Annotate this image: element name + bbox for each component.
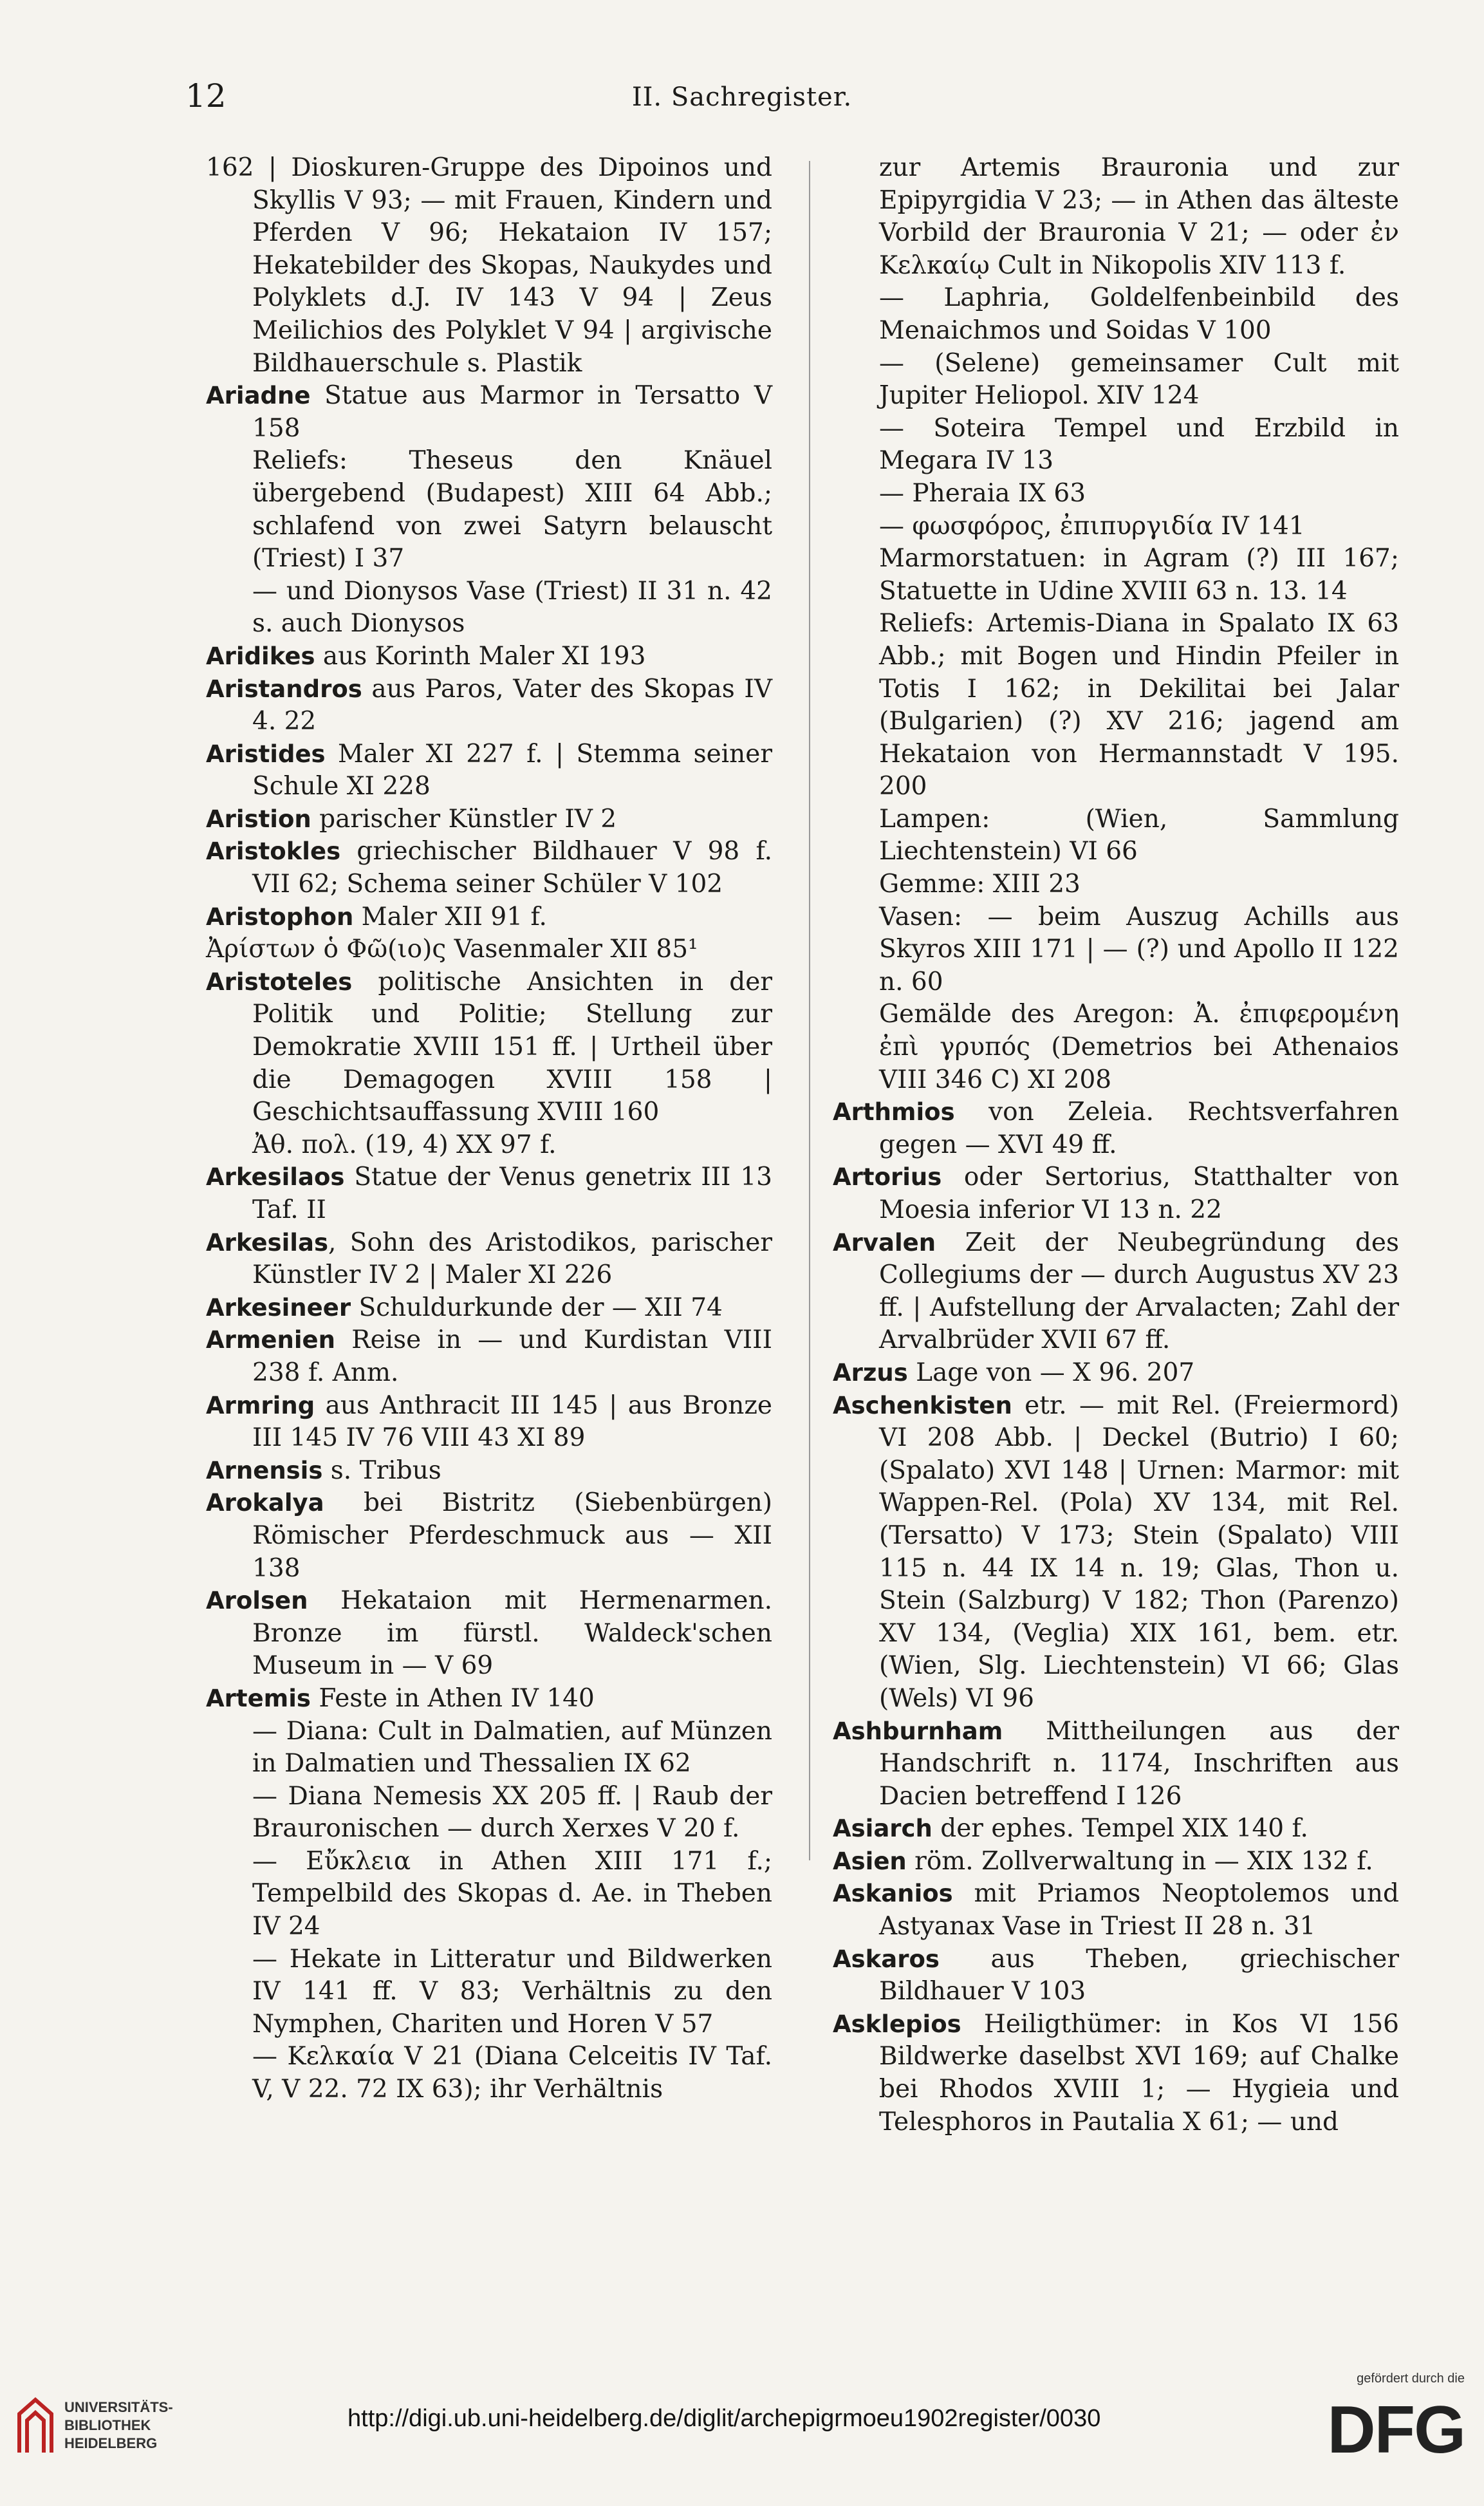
index-entry-text: röm. Zollverwaltung in — XIX 132 f.	[906, 1846, 1373, 1876]
index-entry-text: Maler XII 91 f.	[353, 902, 547, 931]
index-entry	[206, 1227, 772, 1292]
dfg-logo: DFG	[1327, 2393, 1465, 2467]
index-entry-text: Heiligthümer: in Kos VI 156 Bildwerke daselbst XVI 169; auf Chalke bei Rhodos XVIII 1; — Hygieia und Telesphoros in Pautalia X 61; — und	[879, 2009, 1399, 2137]
university-name-line: HEIDELBERG	[64, 2435, 158, 2451]
index-headword: Ashburnham	[833, 1717, 1003, 1745]
index-entry	[206, 641, 772, 673]
index-entry	[833, 1716, 1399, 1813]
index-entry	[206, 380, 772, 445]
index-entry-text: oder Sertorius, Statthalter von Moesia inferior VI 13 n. 22	[879, 1163, 1399, 1224]
page-footer	[0, 2240, 1484, 2506]
index-entry	[833, 1813, 1399, 1846]
index-subentry: zur Artemis Brauronia und zur Epipyrgidia V 23; — in Athen das älteste Vorbild der Brauronia V 21; — oder ἐν Κελκαίῳ Cult in Nikopolis XIV 113 f.	[879, 153, 1399, 280]
index-entry	[833, 1390, 1399, 1716]
index-headword: Aristandros	[206, 675, 362, 703]
index-headword: Aristides	[206, 740, 326, 768]
index-headword: Arkesilas	[206, 1228, 328, 1257]
index-entry-text: aus Paros, Vater des Skopas IV 4. 22	[252, 674, 772, 736]
index-headword: Armring	[206, 1391, 315, 1419]
index-entry	[206, 901, 772, 934]
index-entry-text: Lage von — X 96. 207	[907, 1358, 1195, 1387]
index-subentry: — Εὔκλεια in Athen XIII 171 f.; Tempelbild des Skopas d. Ae. in Theben IV 24	[252, 1846, 772, 1941]
index-entry-text: aus Anthracit III 145 | aus Bronze III 145 IV 76 VIII 43 XI 89	[252, 1390, 772, 1453]
index-headword: Arolsen	[206, 1587, 308, 1615]
index-entry	[833, 1943, 1399, 2008]
index-headword: Asklepios	[833, 2010, 961, 2038]
index-headword: Aschenkisten	[833, 1391, 1012, 1419]
index-entry-text: griechischer Bildhauer V 98 f. VII 62; Schema seiner Schüler V 102	[252, 837, 772, 899]
index-headword: Aristoteles	[206, 968, 353, 996]
index-entry	[206, 966, 772, 1129]
index-entry	[206, 1487, 772, 1585]
running-head: II. Sachregister.	[631, 82, 853, 112]
index-entry	[206, 1455, 772, 1488]
index-entry	[206, 1292, 772, 1325]
index-entry	[206, 738, 772, 803]
index-entry	[833, 1846, 1399, 1878]
index-entry-text: parischer Künstler IV 2	[311, 804, 617, 834]
index-subentry: — φωσφόρος, ἐπιπυργιδία IV 141	[879, 511, 1305, 541]
university-name-line: UNIVERSITÄTS-	[64, 2399, 173, 2415]
index-headword: Artorius	[833, 1163, 942, 1192]
index-entry-text: s. Tribus	[322, 1455, 441, 1485]
index-entry	[833, 1096, 1399, 1161]
index-headword: Aristophon	[206, 902, 354, 931]
index-subentry: — Laphria, Goldelfenbeinbild des Menaichmos und Soidas V 100	[879, 283, 1399, 345]
index-subentry: — Pheraia IX 63	[879, 478, 1086, 508]
index-subentry: Gemme: XIII 23	[879, 870, 1081, 899]
index-entry-text: Schuldurkunde der — XII 74	[351, 1293, 723, 1322]
index-entry-text: Zeit der Neubegründung des Collegiums der — durch Augustus XV 23 ff. | Aufstellung der Arvalacten; Zahl der Arvalbrüder XVII 67 ff.	[879, 1228, 1399, 1355]
index-headword: Artemis	[206, 1684, 311, 1712]
source-url-link[interactable]: http://digi.ub.uni-heidelberg.de/diglit/archepigrmoeu1902register/0030	[348, 2405, 1101, 2432]
index-headword: Aristokles	[206, 837, 341, 866]
index-entry	[206, 1324, 772, 1389]
index-headword: Ariadne	[206, 382, 311, 410]
index-headword: Askanios	[833, 1880, 953, 1908]
index-headword: Armenien	[206, 1326, 335, 1354]
index-entry	[833, 1227, 1399, 1357]
index-entry-text: Statue aus Marmor in Tersatto V 158	[252, 381, 772, 443]
index-headword: Aridikes	[206, 642, 315, 670]
index-headword: Arnensis	[206, 1456, 323, 1484]
index-entry-text: aus Theben, griechischer Bildhauer V 103	[879, 1944, 1399, 2006]
index-entry-text: aus Korinth Maler XI 193	[315, 641, 646, 671]
index-subentry: Gemälde des Aregon: Ἀ. ἐπιφερομένη ἐπὶ γρυπός (Demetrios bei Athenaios VIII 346 C) XI 208	[879, 1000, 1399, 1094]
index-subentry: Lampen: (Wien, Sammlung Liechtenstein) VI 66	[879, 804, 1399, 866]
index-entry	[206, 803, 772, 836]
index-entry-text: Ἀρίστων ὁ Φῶ(ιο)ς Vasenmaler XII 85¹	[206, 935, 698, 964]
page-number: 12	[185, 77, 227, 115]
index-headword: Arzus	[833, 1358, 908, 1387]
index-subentry: Reliefs: Theseus den Knäuel übergebend (Budapest) XIII 64 Abb.; schlafend von zwei Satyrn belauscht (Triest) I 37	[252, 446, 772, 574]
index-subentry: — Hekate in Litteratur und Bildwerken IV 141 ff. V 83; Verhältnis zu den Nymphen, Chariten und Horen V 57	[252, 1944, 772, 2039]
index-subentry: — Soteira Tempel und Erzbild in Megara IV 13	[879, 413, 1399, 476]
index-entry	[833, 1878, 1399, 1943]
index-column-right	[833, 152, 1399, 2138]
index-entry-text: Mittheilungen aus der Handschrift n. 1174, Inschriften aus Dacien betreffend I 126	[879, 1716, 1399, 1811]
index-entry	[833, 1161, 1399, 1226]
index-entry-text: etr. — mit Rel. (Freiermord) VI 208 Abb. | Deckel (Butrio) I 60; (Spalato) XVI 148 | Urnen: Marmor: mit Wappen-Rel. (Pola) XV 134, mit Rel. (Tersatto) V 173; Stein (Spalato) VIII 115 n. 44 IX 14 n. 19; Glas, Thon u. Stein (Salzburg) V 182; Thon (Parenzo) XV 134, (Veglia) XIX 161, bem. etr. (Wien, Slg. Liechtenstein) VI 66; Glas (Wels) VI 96	[879, 1390, 1399, 1713]
index-headword: Aristion	[206, 805, 311, 833]
index-entry	[206, 1390, 772, 1455]
index-entry-text: Feste in Athen IV 140	[310, 1683, 595, 1713]
index-entry	[833, 2008, 1399, 2138]
index-entry-text: Maler XI 227 f. | Stemma seiner Schule XI 228	[252, 739, 772, 801]
index-headword: Asien	[833, 1847, 907, 1875]
index-entry-text: , Sohn des Aristodikos, parischer Künstler IV 2 | Maler XI 226	[252, 1228, 772, 1290]
index-entry	[206, 1161, 772, 1226]
index-subentry: — Diana: Cult in Dalmatien, auf Münzen in Dalmatien und Thessalien IX 62	[252, 1716, 772, 1779]
index-subentry: — Κελκαία V 21 (Diana Celceitis IV Taf. V, V 22. 72 IX 63); ihr Verhältnis	[252, 2042, 772, 2104]
index-subentry: — (Selene) gemeinsamer Cult mit Jupiter Heliopol. XIV 124	[879, 348, 1399, 411]
index-headword: Arkesilaos	[206, 1163, 345, 1192]
index-headword: Arokalya	[206, 1489, 324, 1517]
index-entry-text: mit Priamos Neoptolemos und Astyanax Vase in Triest II 28 n. 31	[879, 1879, 1399, 1941]
index-entry-text: von Zeleia. Rechtsverfahren gegen — XVI 49 ff.	[879, 1098, 1399, 1159]
index-subentry: Reliefs: Artemis-Diana in Spalato IX 63 Abb.; mit Bogen und Hindin Pfeiler in Totis I 162; in Dekilitai bei Jalar (Bulgarien) (?) XV 216; jagend am Hekataion von Hermannstadt V 195. 200	[879, 609, 1399, 801]
university-name-line: BIBLIOTHEK	[64, 2417, 151, 2433]
index-subentry: Marmorstatuen: in Agram (?) III 167; Statuette in Udine XVIII 63 n. 13. 14	[879, 544, 1399, 606]
index-headword: Askaros	[833, 1945, 940, 1973]
university-name	[64, 2398, 173, 2453]
index-headword: Asiarch	[833, 1815, 932, 1843]
index-entry-text: der ephes. Tempel XIX 140 f.	[932, 1814, 1308, 1844]
index-headword: Arthmios	[833, 1098, 955, 1127]
index-entry	[206, 1585, 772, 1683]
index-entry	[833, 1357, 1399, 1390]
index-entry-text: politische Ansichten in der Politik und Politie; Stellung zur Demokratie XVIII 151 ff. | Urtheil über die Demagogen XVIII 158 | Geschichtsauffassung XVIII 160	[252, 967, 772, 1127]
index-subentry: — Diana Nemesis XX 205 ff. | Raub der Brauronischen — durch Xerxes V 20 f.	[252, 1781, 772, 1844]
column-divider	[809, 161, 810, 1860]
index-headword: Arkesineer	[206, 1293, 351, 1322]
index-subentry: Ἀθ. πολ. (19, 4) XX 97 f.	[252, 1130, 557, 1159]
page-header	[0, 77, 1484, 129]
index-entry-text: Statue der Venus genetrix III 13 Taf. II	[252, 1163, 772, 1224]
index-entry	[206, 673, 772, 738]
index-entry-text: bei Bistritz (Siebenbürgen) Römischer Pferdeschmuck aus — XII 138	[252, 1488, 772, 1583]
index-subentry: — und Dionysos Vase (Triest) II 31 n. 42 s. auch Dionysos	[252, 576, 772, 639]
index-entry-continuation: 162 | Dioskuren-Gruppe des Dipoinos und Skyllis V 93; — mit Frauen, Kindern und Pferden V 96; Hekataion IV 157; Hekatebilder des Skopas, Naukydes und Polyklets d.J. IV 143 V 94 | Zeus Meilichios des Polyklet V 94 | argivische Bildhauerschule s. Plastik	[206, 153, 772, 378]
funding-note: gefördert durch die	[1357, 2371, 1465, 2386]
index-headword: Arvalen	[833, 1228, 936, 1257]
index-column-left	[206, 152, 772, 2106]
index-entry-text: Hekataion mit Hermenarmen. Bronze im fürstl. Waldeck'schen Museum in — V 69	[252, 1586, 772, 1681]
index-entry	[206, 933, 772, 966]
university-logo-icon	[13, 2395, 58, 2459]
index-entry	[206, 836, 772, 901]
index-entry-text: Reise in — und Kurdistan VIII 238 f. Anm.	[252, 1325, 772, 1387]
index-subentry: Vasen: — beim Auszug Achills aus Skyros XIII 171 | — (?) und Apollo II 122 n. 60	[879, 902, 1399, 996]
index-entry	[206, 1683, 772, 1716]
